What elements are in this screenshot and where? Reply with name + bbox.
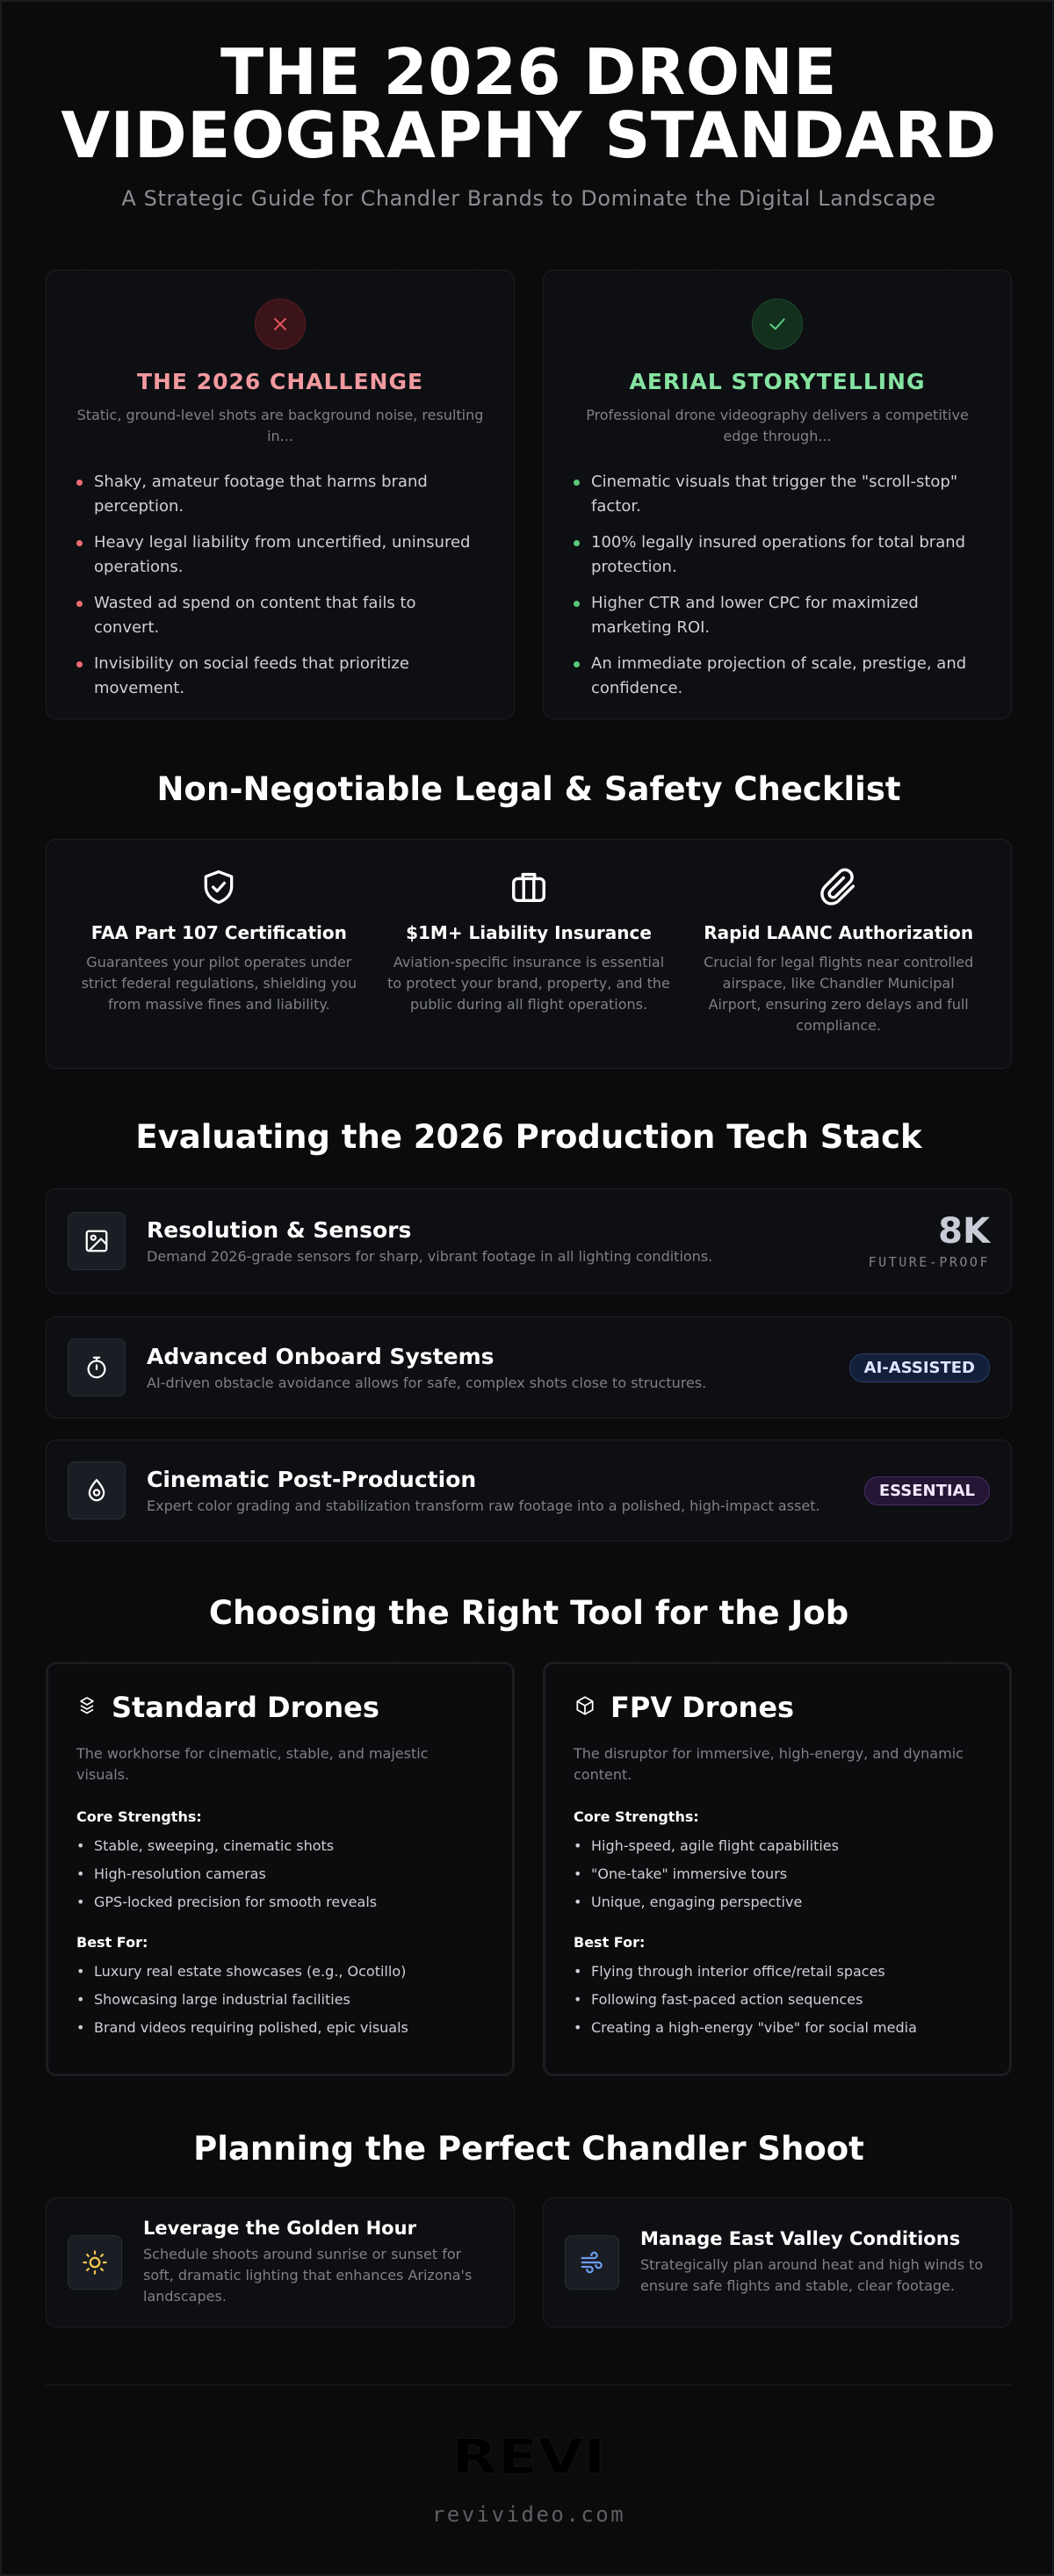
storytelling-card [543,270,1012,719]
best-for-list [76,1963,484,2037]
planning-item-desc: Schedule shoots around sunrise or sunset for soft, dramatic lighting that enhances Arizona's landscapes. [143,2246,473,2305]
checklist-item-title: $1M+ Liability Insurance [406,922,652,943]
strengths-list [574,1837,981,1911]
list-item: • Creating a high-energy "vibe" for social media [574,2019,981,2037]
planning-item-title: Manage East Valley Conditions [640,2228,961,2249]
tech-item-desc: AI-driven obstacle avoidance allows for safe, complex shots close to structures. [147,1375,707,1391]
list-item: • Flying through interior office/retail spaces [574,1963,981,1981]
checklist-item [64,866,374,1068]
planning-item-desc: Strategically plan around heat and high winds to ensure safe flights and stable, clear footage. [640,2256,984,2294]
droplet-icon [68,1461,126,1519]
list-item: Invisibility on social feeds that prioritize movement. [76,652,484,701]
list-item: 100% legally insured operations for total brand protection. [574,530,981,580]
list-item: Higher CTR and lower CPC for maximized marketing ROI. [574,591,981,640]
checklist-item-desc: Guarantees your pilot operates under strict federal regulations, shielding you from massive fines and liability. [81,954,357,1013]
list-item: • "One-take" immersive tours [574,1865,981,1883]
svg-text:REVI: REVI [451,2433,606,2480]
tool-desc: The workhorse for cinematic, stable, and majestic visuals. [76,1745,429,1783]
best-for-label: Best For: [574,1934,646,1951]
header [2,35,1054,211]
tech-item-desc: Expert color grading and stabilization transform raw footage into a polished, high-impact asset. [147,1497,820,1514]
checklist-item [374,866,684,1068]
best-for-list [574,1963,981,2037]
tech-item-onboard [46,1317,1012,1418]
fpv-drones-card [543,1662,1012,2076]
cube-icon [574,1694,596,1721]
tech-item-title: Resolution & Sensors [147,1217,412,1243]
list-item: • High-speed, agile flight capabilities [574,1837,981,1855]
checklist-item-desc: Aviation-specific insurance is essential to protect your brand, property, and the public during all flight operations. [387,954,670,1013]
list-item: • Luxury real estate showcases (e.g., Ocotillo) [76,1963,484,1981]
x-icon [255,299,306,350]
challenge-list [76,470,484,701]
checklist-item-desc: Crucial for legal flights near controlled airspace, like Chandler Municipal Airport, ensuring zero delays and full compliance. [704,954,974,1034]
list-item: • High-resolution cameras [76,1865,484,1883]
metric [869,1212,990,1270]
list-item: • Following fast-paced action sequences [574,1991,981,2009]
checklist-item [683,866,993,1068]
strengths-label: Core Strengths: [574,1808,699,1825]
challenge-subtitle: Static, ground-level shots are background noise, resulting in... [76,407,484,444]
layers-icon [76,1695,97,1720]
check-icon [752,299,803,350]
stopwatch-icon [68,1339,126,1396]
storytelling-subtitle: Professional drone videography delivers a competitive edge through... [586,407,969,444]
briefcase-icon [386,866,672,908]
tech-item-title: Advanced Onboard Systems [147,1344,495,1369]
page-subtitle: A Strategic Guide for Chandler Brands to Dominate the Digital Landscape [121,186,936,211]
list-item: Heavy legal liability from uncertified, uninsured operations. [76,530,484,580]
shield-check-icon [76,866,362,908]
tech-item-title: Cinematic Post-Production [147,1467,477,1492]
sun-icon [68,2235,122,2290]
status-badge: AI-ASSISTED [849,1353,990,1382]
list-item: • GPS-locked precision for smooth reveals [76,1894,484,1911]
tool-desc: The disruptor for immersive, high-energy, and dynamic content. [574,1745,964,1783]
list-item: Wasted ad spend on content that fails to convert. [76,591,484,640]
list-item: • Showcasing large industrial facilities [76,1991,484,2009]
metric-label: FUTURE-PROOF [868,1254,990,1270]
wind-icon [565,2235,619,2290]
tools-title: Choosing the Right Tool for the Job [208,1594,849,1632]
list-item: Shaky, amateur footage that harms brand perception. [76,470,484,519]
strengths-list [76,1837,484,1911]
tech-item-post [46,1440,1012,1541]
list-item: Cinematic visuals that trigger the "scroll-stop" factor. [574,470,981,519]
storytelling-title: AERIAL STORYTELLING [629,369,926,394]
planning-item-golden-hour [46,2197,515,2327]
checklist-item-title: Rapid LAANC Authorization [704,922,974,943]
checklist-title: Non-Negotiable Legal & Safety Checklist [156,770,901,808]
revi-logo [2,2433,1054,2480]
status-badge: ESSENTIAL [864,1476,990,1505]
image-icon [68,1212,126,1270]
tool-title: FPV Drones [610,1691,795,1724]
checklist-card [46,839,1012,1069]
list-item: An immediate projection of scale, prestige, and confidence. [574,652,981,701]
title-line-1: THE 2026 DRONE [220,35,837,109]
storytelling-list [574,470,981,701]
checklist-item-title: FAA Part 107 Certification [90,922,347,943]
list-item: • Stable, sweeping, cinematic shots [76,1837,484,1855]
list-item: • Unique, engaging perspective [574,1894,981,1911]
standard-drones-card [46,1662,515,2076]
metric-value: 8K [938,1211,990,1252]
title-line-2: VIDEOGRAPHY STANDARD [61,98,997,172]
page-title [2,35,1054,172]
challenge-card [46,270,515,719]
challenge-title: THE 2026 CHALLENGE [136,369,424,394]
tech-item-resolution [46,1188,1012,1294]
best-for-label: Best For: [76,1934,148,1951]
planning-item-title: Leverage the Golden Hour [143,2218,416,2239]
planning-title: Planning the Perfect Chandler Shoot [193,2130,864,2168]
tool-title: Standard Drones [112,1691,379,1724]
strengths-label: Core Strengths: [76,1808,202,1825]
site-url[interactable]: revivideo.com [431,2502,626,2527]
paperclip-icon [696,866,981,908]
tech-item-desc: Demand 2026-grade sensors for sharp, vibrant footage in all lighting conditions. [147,1248,713,1265]
list-item: • Brand videos requiring polished, epic visuals [76,2019,484,2037]
tech-title: Evaluating the 2026 Production Tech Stack [135,1118,922,1156]
planning-item-conditions [543,2197,1012,2327]
